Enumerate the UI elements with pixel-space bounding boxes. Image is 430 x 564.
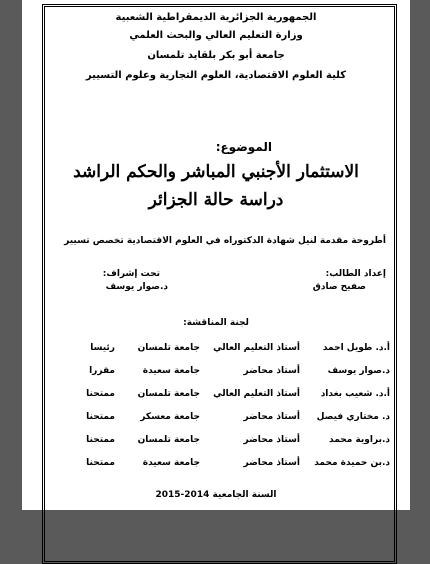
thesis-title: الاستثمار الأجنبي المباشر والحكم الراشد — [73, 162, 359, 182]
member-rank: أستاذ التعليم العالي — [213, 343, 300, 353]
member-role: ممتحنا — [86, 389, 115, 399]
member-rank: أستاذ التعليم العالي — [213, 389, 300, 399]
supervisor-label: تحت إشراف: — [102, 269, 160, 279]
table-row — [22, 458, 410, 472]
member-university: جامعة تلمسان — [137, 435, 200, 445]
member-university: جامعة سعيدة — [142, 366, 200, 376]
table-row — [22, 366, 410, 380]
member-rank: أستاذ محاضر — [243, 412, 300, 422]
member-name: أ.د. شعيب بغداد — [320, 389, 390, 399]
member-university: جامعة تلمسان — [137, 343, 200, 353]
member-university: جامعة تلمسان — [137, 389, 200, 399]
academic-year: السنة الجامعية 2014-2015 — [155, 490, 277, 500]
thesis-subtitle: دراسة حالة الجزائر — [148, 190, 284, 210]
member-rank: أستاذ محاضر — [243, 458, 300, 468]
table-row — [22, 343, 410, 357]
supervisor-name: د.صوار يوسف — [105, 282, 168, 292]
member-university: جامعة معسكر — [140, 412, 200, 422]
header-ministry: وزارة التعليم العالي والبحث العلمي — [129, 30, 303, 41]
thesis-note: أطروحة مقدمة لنيل شهادة الدكتوراه في العلوم الاقتصادية تخصص تسيير — [64, 236, 386, 246]
student-label: إعداد الطالب: — [325, 269, 386, 279]
member-role: ممتحنا — [86, 435, 115, 445]
member-role: مقررا — [89, 366, 115, 376]
member-name: د. مختاري فيصل — [316, 412, 390, 422]
table-row — [22, 435, 410, 449]
member-name: د.بن حميدة محمد — [314, 458, 390, 468]
member-university: جامعة سعيدة — [142, 458, 200, 468]
member-role: ممتحنا — [86, 412, 115, 422]
header-republic: الجمهورية الجزائرية الديمقراطية الشعبية — [115, 12, 317, 23]
student-name: صفيح صادق — [312, 282, 366, 292]
member-name: أ.د. طويل احمد — [322, 343, 390, 353]
member-rank: أستاذ محاضر — [243, 366, 300, 376]
member-role: ممتحنا — [86, 458, 115, 468]
table-row — [22, 389, 410, 403]
subject-label: الموضوع: — [215, 140, 272, 154]
table-row — [22, 412, 410, 426]
committee-label: لجنة المناقشة: — [183, 318, 249, 328]
header-university: جامعة أبو بكر بلقايد تلمسان — [147, 50, 285, 61]
header-faculty: كلية العلوم الاقتصادية، العلوم التجارية وعلوم التسيير — [85, 70, 347, 81]
member-rank: أستاذ محاضر — [243, 435, 300, 445]
document-page — [22, 0, 410, 510]
member-name: د.صوار يوسف — [327, 366, 390, 376]
member-role: رئيسا — [90, 343, 115, 353]
member-name: د.براوية محمد — [329, 435, 390, 445]
